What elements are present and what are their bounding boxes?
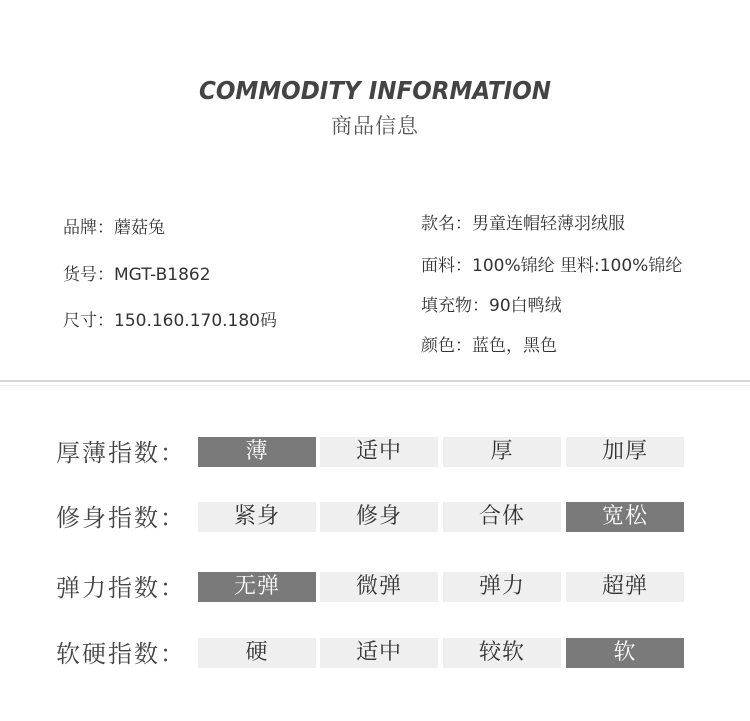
info-filling: 填充物：90白鸭绒 [421, 296, 562, 316]
index-option: 弹力 [443, 572, 561, 602]
index-label: 厚薄指数： [56, 439, 186, 467]
index-option: 较软 [443, 638, 561, 668]
info-sizes: 尺寸：150.160.170.180码 [63, 311, 278, 331]
title-chinese: 商品信息 [331, 114, 419, 138]
index-label: 修身指数： [56, 504, 186, 532]
index-label: 软硬指数： [56, 640, 186, 668]
index-option: 适中 [320, 638, 438, 668]
index-row-fit [0, 502, 750, 534]
index-option: 微弹 [320, 572, 438, 602]
index-row-softness [0, 638, 750, 670]
index-option: 合体 [443, 502, 561, 532]
index-option: 薄 [198, 437, 316, 467]
title-english: COMMODITY INFORMATION [198, 76, 552, 105]
section-divider [0, 380, 750, 382]
index-option: 无弹 [198, 572, 316, 602]
index-option: 硬 [198, 638, 316, 668]
index-option: 加厚 [566, 437, 684, 467]
index-option: 适中 [320, 437, 438, 467]
index-row-thickness [0, 437, 750, 469]
index-option: 软 [566, 638, 684, 668]
info-style-name: 款名：男童连帽轻薄羽绒服 [421, 214, 625, 234]
info-brand: 品牌：蘑菇兔 [63, 218, 165, 238]
index-option: 宽松 [566, 502, 684, 532]
index-row-elasticity [0, 572, 750, 604]
info-colors: 颜色：蓝色，黑色 [421, 336, 557, 356]
index-option: 紧身 [198, 502, 316, 532]
info-item-number: 货号：MGT-B1862 [63, 265, 211, 285]
info-fabric: 面料：100%锦纶 里料:100%锦纶 [421, 256, 683, 276]
index-option: 厚 [443, 437, 561, 467]
section-divider-shadow [0, 385, 750, 386]
index-label: 弹力指数： [56, 574, 186, 602]
index-option: 超弹 [566, 572, 684, 602]
index-option: 修身 [320, 502, 438, 532]
